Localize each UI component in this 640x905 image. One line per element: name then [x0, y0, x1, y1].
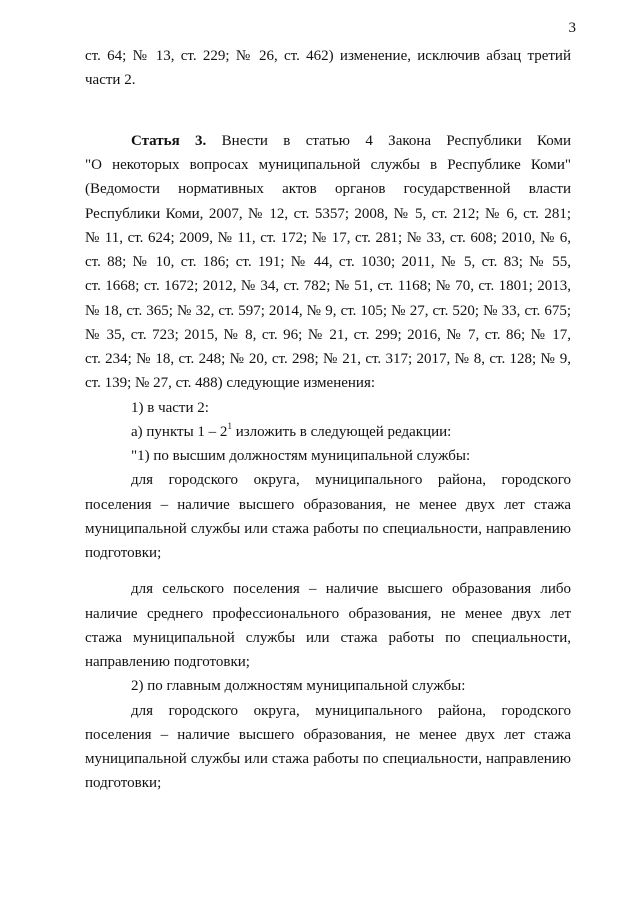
text-line: для городского округа, муниципального района, городского: [131, 472, 571, 489]
text-line: поселения – наличие высшего образования, не менее двух лет стажа: [85, 726, 571, 743]
subitem-a: [85, 420, 571, 444]
point-1-heading: "1) по высшим должностям муниципальной службы:: [131, 448, 471, 464]
text-line: ст. 139; № 27, ст. 488) следующие изменения:: [85, 375, 376, 392]
text-line: направлению подготовки;: [85, 654, 250, 670]
text-line: № 18, ст. 365; № 32, ст. 597; 2014, № 9, ст. 105; № 27, ст. 520; № 33, ст. 675;: [85, 302, 571, 319]
superscript: 1: [227, 420, 232, 431]
text-line: (Ведомости нормативных актов органов государственной власти: [85, 181, 571, 198]
text-line: для сельского поселения – наличие высшего образования либо: [131, 581, 571, 598]
text-line: ст. 1668; ст. 1672; 2012, № 34, ст. 782; № 51, ст. 1168; № 70, ст. 1801; 2013,: [85, 278, 571, 295]
text-line: подготовки;: [85, 545, 162, 561]
article-heading-line: [85, 129, 571, 153]
paragraph-spacer: [85, 565, 571, 577]
text-line: ст. 234; № 18, ст. 248; № 20, ст. 298; № 21, ст. 317; 2017, № 8, ст. 128; № 9,: [85, 351, 571, 367]
text-line: "О некоторых вопросах муниципальной службы в Республике Коми": [85, 157, 571, 173]
text-line: № 35, ст. 723; 2015, № 8, ст. 96; № 21, ст. 299; 2016, № 7, ст. 86; № 17,: [85, 326, 571, 343]
article-label: Статья 3.: [131, 132, 207, 149]
paragraph-spacer: [85, 93, 571, 117]
text-line: № 11, ст. 624; 2009, № 11, ст. 172; № 17, ст. 281; № 33, ст. 608; 2010, № 6,: [85, 229, 571, 246]
text-line: стажа муниципальной службы или стажа работы по специальности,: [85, 629, 571, 646]
paragraph-spacer: [85, 117, 571, 129]
text-line: части 2.: [85, 72, 136, 89]
article-text: Внести в статью 4 Закона Республики Коми: [206, 132, 571, 149]
subitem-a-text-rest: изложить в следующей редакции:: [231, 423, 452, 440]
point-2-heading: 2) по главным должностям муниципальной службы:: [131, 678, 466, 695]
text-line: муниципальной службы или стажа работы по специальности, направлению: [85, 751, 571, 767]
text-line: Республики Коми, 2007, № 12, ст. 5357; 2008, № 5, ст. 212; № 6, ст. 281;: [85, 205, 571, 222]
paragraph-urban-requirements-2: [85, 699, 571, 796]
list-item-part-2: 1) в части 2:: [131, 399, 209, 416]
paragraph-article-3: [85, 129, 571, 396]
text-line: наличие среднего профессионального образования, не менее двух лет: [85, 605, 571, 622]
text-line: поселения – наличие высшего образования, не менее двух лет стажа: [85, 496, 571, 513]
paragraph-rural-requirements: [85, 577, 571, 674]
subitem-a-text: а) пункты 1 – 2: [131, 423, 228, 440]
page-number: 3: [568, 20, 576, 36]
text-line: подготовки;: [85, 775, 162, 792]
text-line: для городского округа, муниципального района, городского: [131, 702, 571, 719]
paragraph-urban-requirements: [85, 468, 571, 565]
text-line: ст. 64; № 13, ст. 229; № 26, ст. 462) изменение, исключив абзац третий: [85, 48, 571, 64]
document-body: [85, 44, 571, 796]
text-line: ст. 88; № 10, ст. 186; ст. 191; № 44, ст. 1030; 2011, № 5, ст. 83; № 55,: [85, 254, 571, 270]
text-line: муниципальной службы или стажа работы по специальности, направлению: [85, 520, 571, 537]
paragraph-amendment-end: [85, 44, 571, 93]
